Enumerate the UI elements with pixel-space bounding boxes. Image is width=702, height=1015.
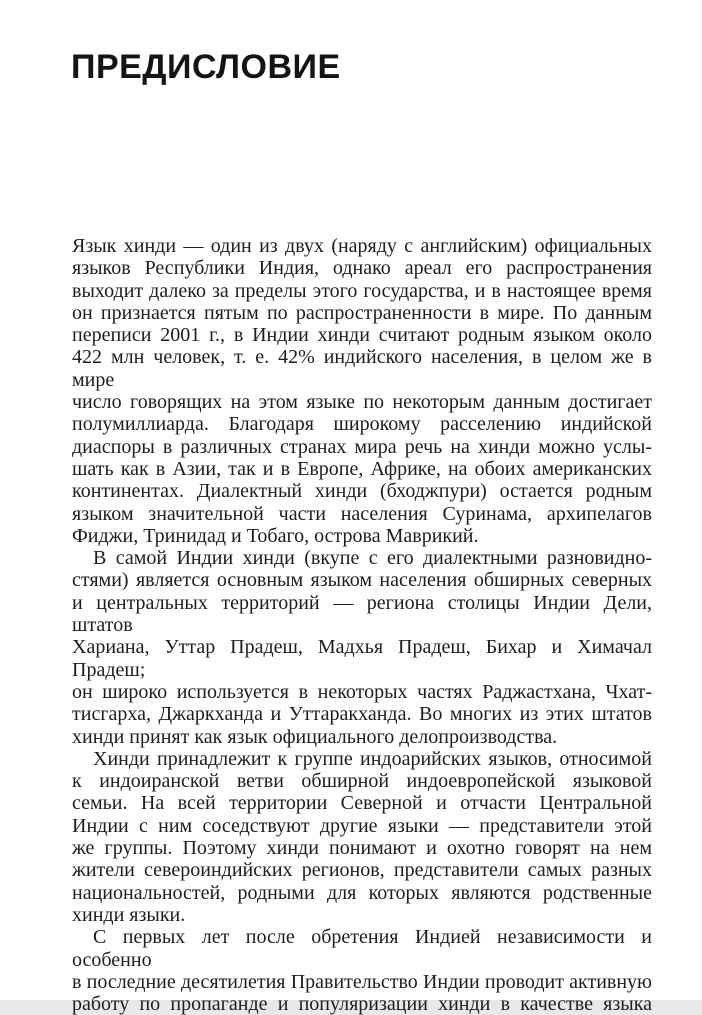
text-line: языком значительной части населения Суринама, архипелагов xyxy=(72,502,652,525)
text-line: языков Республики Индия, однако ареал его распространения xyxy=(72,257,652,280)
text-line: тисгарха, Джаркханда и Уттаракханда. Во многих из этих штатов xyxy=(72,703,652,726)
text-line: хинди принят как язык официального делопроизводства. xyxy=(72,725,558,748)
text-line: же группы. Поэтому хинди понимают и охотно говорят на нем xyxy=(72,837,652,860)
text-line: хинди языки. xyxy=(72,903,186,926)
text-line: Индии с ним соседствуют другие языки — представители этой xyxy=(72,814,652,837)
paragraph xyxy=(72,235,652,547)
text-line: континентах. Диалектный хинди (бходжпури) остается родным xyxy=(72,480,652,503)
text-line: он признается пятым по распространенности в мире. По данным xyxy=(72,301,652,324)
text-line: полумиллиарда. Благодаря широкому расселению индийской xyxy=(72,413,652,436)
text-line: семьи. На всей территории Северной и отчасти Центральной xyxy=(72,792,652,815)
text-line: к индоиранской ветви обширной индоевропейской языковой xyxy=(72,770,652,793)
text-line: и центральных территорий — региона столицы Индии Дели, штатов xyxy=(72,591,652,637)
text-line: Хинди принадлежит к группе индоарийских языков, относимой xyxy=(93,747,652,770)
text-line: шать как в Азии, так и в Европе, Африке, на обоих американских xyxy=(72,457,652,480)
text-line: диаспоры в различных странах мира речь на хинди можно услы- xyxy=(72,435,652,458)
paragraph xyxy=(72,926,652,1015)
text-line: в последние десятилетия Правительство Индии проводит активную xyxy=(72,970,652,993)
text-line: работу по пропаганде и популяризации хинди в качестве языка xyxy=(72,993,652,1015)
text-line: Хариана, Уттар Прадеш, Мадхья Прадеш, Бихар и Химачал Прадеш; xyxy=(72,636,652,681)
text-line: стями) является основным языком населения обширных северных xyxy=(72,569,652,592)
text-line: переписи 2001 г., в Индии хинди считают родным языком около xyxy=(72,324,652,347)
paragraph xyxy=(72,748,652,926)
text-line: Язык хинди — один из двух (наряду с английским) официальных xyxy=(72,235,652,257)
text-line: 422 млн человек, т. е. 42% индийского населения, в целом же в мире xyxy=(72,346,652,391)
paragraph xyxy=(72,547,652,748)
text-line: С первых лет после обретения Индией независимости и особенно xyxy=(72,926,652,971)
text-line: Фиджи, Тринидад и Тобаго, острова Маврикий. xyxy=(72,524,479,547)
text-line: жители североиндийских регионов, представители самых разных xyxy=(72,859,652,882)
text-line: число говорящих на этом языке по некоторым данным достигает xyxy=(72,391,652,414)
text-line: В самой Индии хинди (вкупе с его диалектными разновидно- xyxy=(93,547,652,570)
text-line: национальностей, родными для которых являются родственные xyxy=(72,881,652,904)
body-text xyxy=(72,235,652,1015)
page-title: ПРЕДИСЛОВИЕ xyxy=(71,48,341,86)
text-line: он широко используется в некоторых частях Раджастхана, Чхат- xyxy=(72,680,652,703)
text-line: выходит далеко за пределы этого государства, и в настоящее время xyxy=(72,279,652,302)
